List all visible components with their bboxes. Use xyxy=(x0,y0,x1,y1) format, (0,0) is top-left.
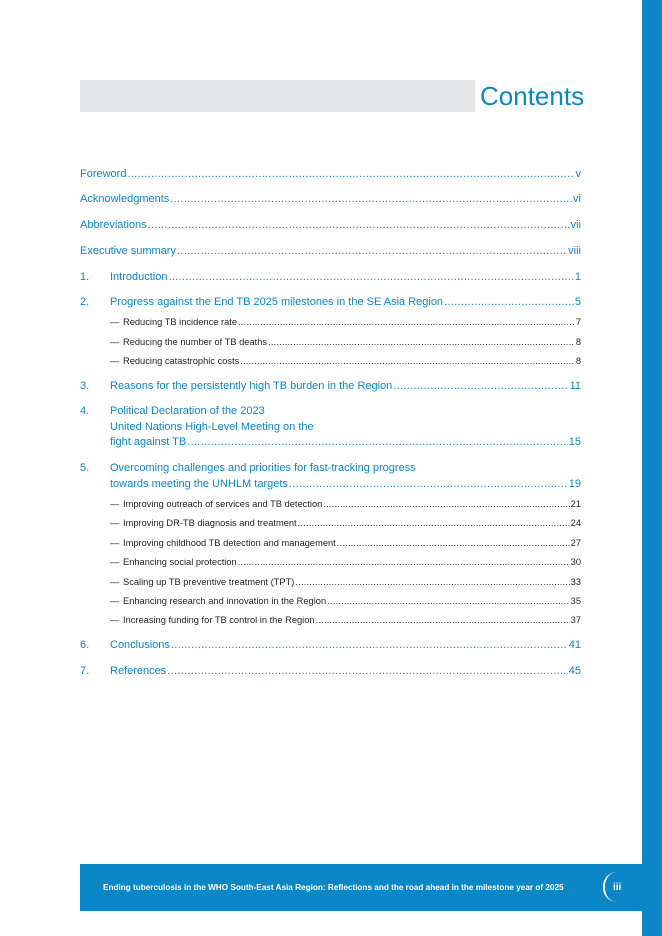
toc-page: 27 xyxy=(570,538,581,548)
toc-page: 5 xyxy=(574,296,581,308)
toc-label: Enhancing social protection xyxy=(123,557,237,567)
toc-label-line: United Nations High-Level Meeting on the xyxy=(110,420,314,433)
dot-leader xyxy=(295,576,569,589)
dot-leader xyxy=(240,355,575,368)
dot-leader xyxy=(170,192,572,208)
dot-leader xyxy=(238,556,570,569)
toc-label: Progress against the End TB 2025 milestones in the SE Asia Region xyxy=(110,296,444,308)
toc-label-line: fight against TB xyxy=(110,436,187,448)
toc-page: 33 xyxy=(570,577,581,587)
dash-marker: — xyxy=(110,596,120,606)
toc-page: 24 xyxy=(570,518,581,528)
dash-marker: — xyxy=(110,317,120,327)
chapter-number: 5. xyxy=(80,462,90,474)
toc-entry-chapter-2[interactable] xyxy=(80,295,581,311)
toc-label: References xyxy=(110,665,167,677)
toc-label: Reducing catastrophic costs xyxy=(123,356,240,366)
dash-marker: — xyxy=(110,337,120,347)
toc-entry-chapter-3[interactable] xyxy=(80,379,581,395)
page-title: Contents xyxy=(480,81,585,111)
toc-label: Foreword xyxy=(80,168,127,180)
toc-label-line: towards meeting the UNHLM targets xyxy=(110,477,288,490)
dot-leader xyxy=(171,638,568,654)
toc-page: 45 xyxy=(568,665,581,677)
toc-subentry[interactable] xyxy=(80,556,581,569)
toc-label: Improving DR-TB diagnosis and treatment xyxy=(123,518,297,528)
toc-label-line: Political Declaration of the 2023 xyxy=(110,405,265,417)
dash-marker: — xyxy=(110,577,120,587)
toc-page: 11 xyxy=(569,380,581,392)
toc-page: 37 xyxy=(570,615,581,625)
dot-leader xyxy=(393,379,568,395)
toc-entry-chapter-5[interactable] xyxy=(80,461,581,492)
toc-entry-foreword[interactable] xyxy=(80,167,581,183)
dot-leader xyxy=(289,477,568,493)
footer-bar xyxy=(80,864,642,911)
toc-label: Increasing funding for TB control in the Region xyxy=(123,615,315,625)
toc-entry-chapter-7[interactable] xyxy=(80,664,581,680)
dash-marker: — xyxy=(110,615,120,625)
chapter-number: 2. xyxy=(80,296,90,308)
toc-label: Acknowledgments xyxy=(80,193,170,205)
chapter-number: 4. xyxy=(80,405,90,417)
dot-leader xyxy=(444,295,574,311)
toc-page: 19 xyxy=(568,477,581,490)
toc-page: 7 xyxy=(575,317,581,327)
toc-page: 41 xyxy=(568,639,581,651)
toc-entry-chapter-4[interactable] xyxy=(80,404,581,451)
toc-subentry[interactable] xyxy=(80,316,581,329)
dot-leader xyxy=(187,435,568,451)
dot-leader xyxy=(148,218,570,234)
toc-subentry[interactable] xyxy=(80,537,581,550)
toc-label: Improving outreach of services and TB detection xyxy=(123,499,323,509)
toc-entry-executive-summary[interactable] xyxy=(80,244,581,260)
toc-page: vi xyxy=(573,193,581,205)
dash-marker: — xyxy=(110,499,120,509)
chapter-number: 1. xyxy=(80,271,90,283)
toc-label: Executive summary xyxy=(80,245,176,257)
toc-page: 15 xyxy=(568,436,581,448)
dot-leader xyxy=(337,537,570,550)
toc-entry-abbreviations[interactable] xyxy=(80,218,581,234)
toc-label: Abbreviations xyxy=(80,219,147,231)
dash-marker: — xyxy=(110,538,120,548)
toc-label: Reducing TB incidence rate xyxy=(123,317,238,327)
dot-leader xyxy=(298,517,570,530)
toc-label: Reasons for the persistently high TB burden in the Region xyxy=(110,380,393,392)
dot-leader xyxy=(168,270,573,286)
dash-marker: — xyxy=(110,356,120,366)
dash-marker: — xyxy=(110,518,120,528)
toc-entry-acknowledgments[interactable] xyxy=(80,192,581,208)
dot-leader xyxy=(268,336,575,349)
toc-subentry[interactable] xyxy=(80,614,581,627)
toc-page: vii xyxy=(570,219,581,231)
toc-subentry[interactable] xyxy=(80,498,581,511)
toc-subentry[interactable] xyxy=(80,576,581,589)
page-number: iii xyxy=(613,882,622,893)
toc-page: 21 xyxy=(570,499,581,509)
toc-label: Enhancing research and innovation in the Region xyxy=(123,596,327,606)
toc-subentry[interactable] xyxy=(80,355,581,368)
dot-leader xyxy=(167,664,567,680)
dot-leader xyxy=(316,614,570,627)
chapter-number: 6. xyxy=(80,639,90,651)
toc-subentry[interactable] xyxy=(80,595,581,608)
toc-entry-chapter-1[interactable] xyxy=(80,270,581,286)
toc-label: Scaling up TB preventive treatment (TPT) xyxy=(123,577,295,587)
chapter-number: 7. xyxy=(80,665,90,677)
toc-label: Reducing the number of TB deaths xyxy=(123,337,268,347)
toc-page: v xyxy=(575,168,581,180)
dash-marker: — xyxy=(110,557,120,567)
dot-leader xyxy=(127,167,574,183)
toc-entry-chapter-6[interactable] xyxy=(80,638,581,654)
toc-subentry[interactable] xyxy=(80,336,581,349)
toc-page: 35 xyxy=(570,596,581,606)
toc-page: 8 xyxy=(575,337,581,347)
dot-leader xyxy=(177,244,567,260)
footer-title: Ending tuberculosis in the WHO South-East Asia Region: Reflections and the road ahead in the milestone year of 2025 xyxy=(103,883,564,892)
dot-leader xyxy=(238,316,575,329)
toc-page: 30 xyxy=(570,557,581,567)
toc-page: 1 xyxy=(574,271,581,283)
title-band xyxy=(80,80,475,112)
chapter-number: 3. xyxy=(80,380,90,392)
toc-page: viii xyxy=(568,245,581,257)
toc-label: Conclusions xyxy=(110,639,170,651)
toc-subentry[interactable] xyxy=(80,517,581,530)
dot-leader xyxy=(323,498,569,511)
toc-label: Introduction xyxy=(110,271,168,283)
toc-label-line: Overcoming challenges and priorities for fast-tracking progress xyxy=(110,462,416,474)
side-color-bar xyxy=(642,0,662,936)
dot-leader xyxy=(327,595,570,608)
toc-page: 8 xyxy=(575,356,581,366)
toc-label: Improving childhood TB detection and management xyxy=(123,538,336,548)
